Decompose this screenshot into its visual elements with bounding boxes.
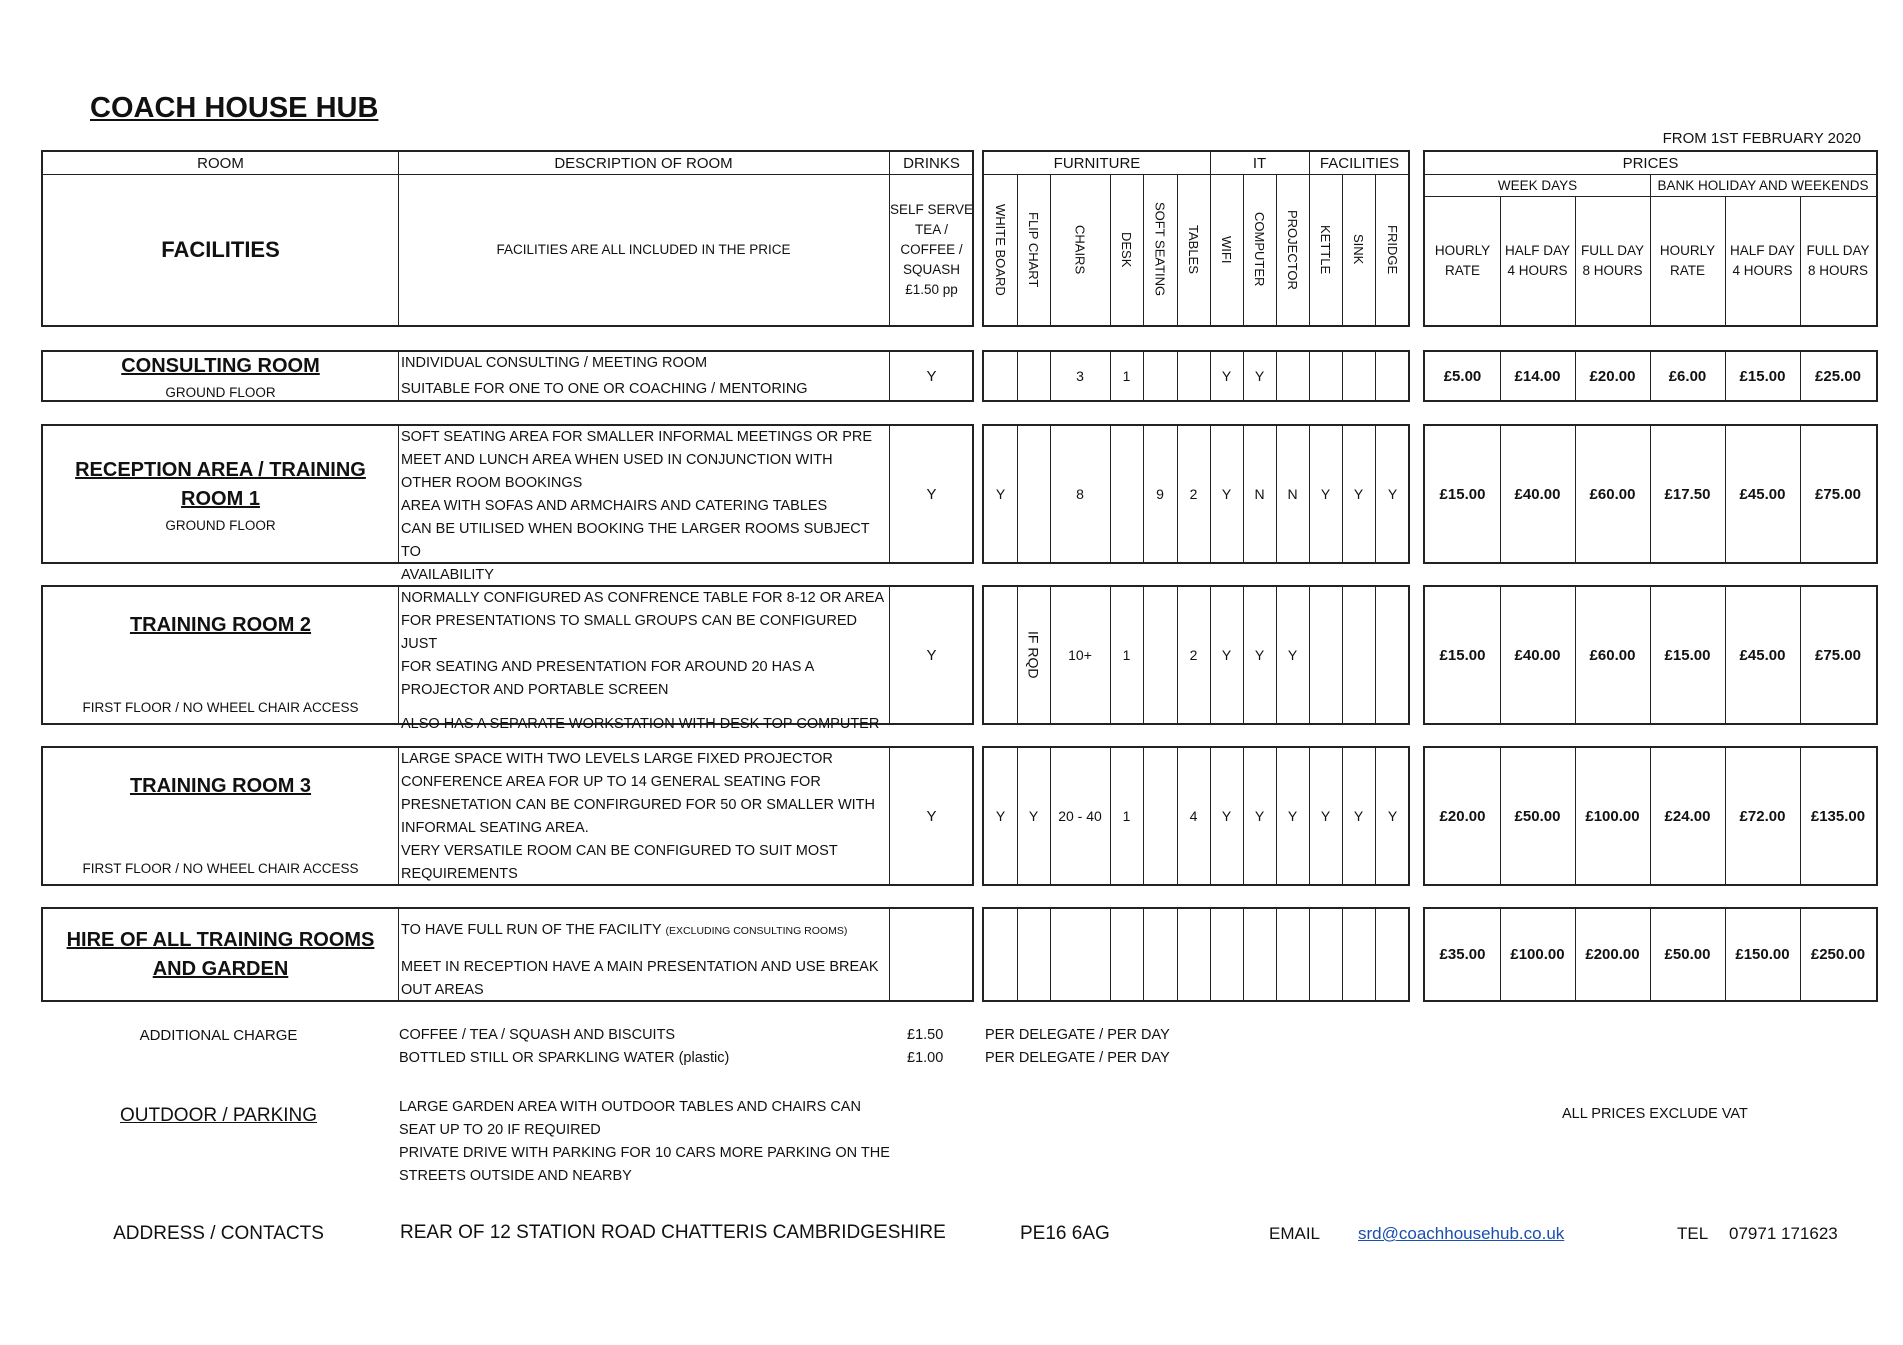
room-row-prices — [1423, 746, 1878, 886]
room-description-line: PROJECTOR AND PORTABLE SCREEN — [401, 682, 669, 698]
price-weekday-half-day: £100.00 — [1510, 946, 1565, 963]
header-facilities: FACILITIES — [1319, 154, 1400, 172]
cell-fridge — [1375, 909, 1410, 1000]
room-row-features — [982, 907, 1410, 1002]
cell-wifi — [1210, 909, 1243, 1000]
cell-fridge — [1375, 587, 1410, 723]
cell-wifi: Y — [1221, 368, 1232, 384]
cell-sink: Y — [1353, 808, 1364, 824]
room-row-left — [41, 424, 974, 583]
col-computer: COMPUTER — [1252, 212, 1267, 287]
cell-tables — [1177, 352, 1210, 400]
cell-computer: N — [1254, 486, 1265, 502]
address-contacts-label: ADDRESS / CONTACTS — [113, 1223, 324, 1244]
col-fridge: FRIDGE — [1385, 224, 1400, 275]
cell-flip-chart: Y — [1028, 808, 1039, 824]
cell-computer — [1243, 909, 1276, 1000]
room-description-line: OUT AREAS — [401, 982, 484, 998]
price-weekday-hourly: £15.00 — [1439, 485, 1486, 503]
room-description-line: INDIVIDUAL CONSULTING / MEETING ROOM — [401, 355, 708, 371]
room-name-cell — [43, 426, 398, 562]
header-description: DESCRIPTION OF ROOM — [554, 154, 733, 172]
price-weekday-full-day: £100.00 — [1585, 807, 1640, 825]
room-description-line: ALSO HAS A SEPARATE WORKSTATION WITH DESK TOP COMPUTER — [401, 716, 880, 732]
room-description-line: AREA WITH SOFAS AND ARMCHAIRS AND CATERING TABLES — [401, 498, 828, 514]
header-weekend-half-day: HALF DAY 4 HOURS — [1729, 242, 1795, 278]
room-description-line: SUITABLE FOR ONE TO ONE OR COACHING / MENTORING — [401, 381, 808, 397]
room-description-line: MEET AND LUNCH AREA WHEN USED IN CONJUNCTION WITH — [401, 452, 833, 468]
tel-label: TEL — [1677, 1224, 1709, 1243]
cell-sink — [1342, 587, 1375, 723]
additional-item-price: £1.50 — [907, 1027, 944, 1043]
room-description-line: TO HAVE FULL RUN OF THE FACILITY (EXCLUDING CONSULTING ROOMS) — [401, 922, 848, 938]
effective-date: FROM 1ST FEBRUARY 2020 — [1662, 130, 1861, 147]
price-weekday-half-day: £14.00 — [1514, 367, 1561, 385]
col-desk: DESK — [1119, 231, 1134, 268]
cell-desk — [1110, 909, 1143, 1000]
cell-chairs: 8 — [1076, 486, 1084, 502]
cell-wifi: Y — [1221, 647, 1232, 663]
room-row-prices — [1423, 585, 1878, 725]
additional-item-price: £1.00 — [907, 1050, 944, 1066]
cell-kettle — [1309, 909, 1342, 1000]
drinks-cell: Y — [926, 485, 937, 503]
price-weekday-half-day: £40.00 — [1514, 646, 1561, 664]
cell-tables: 2 — [1189, 486, 1198, 502]
cell-chairs — [1050, 909, 1110, 1000]
col-kettle: KETTLE — [1318, 224, 1333, 275]
price-weekend-full-day: £75.00 — [1815, 646, 1861, 664]
room-row-prices — [1423, 424, 1878, 564]
price-weekday-hourly: £15.00 — [1439, 646, 1486, 664]
additional-charge-label: ADDITIONAL CHARGE — [139, 1027, 298, 1044]
additional-item: BOTTLED STILL OR SPARKLING WATER (plastic) — [399, 1050, 730, 1066]
col-flip-chart: FLIP CHART — [1026, 211, 1041, 288]
price-weekend-half-day: £45.00 — [1739, 646, 1786, 664]
cell-kettle — [1309, 587, 1342, 723]
drinks-description: SELF SERVE TEA / COFFEE / SQUASH £1.50 pp — [889, 201, 974, 297]
cell-sink: Y — [1353, 486, 1364, 502]
postcode: PE16 6AG — [1020, 1223, 1110, 1244]
col-sink: SINK — [1351, 234, 1366, 265]
room-name: TRAINING ROOM 2 — [129, 614, 312, 636]
cell-soft-seating — [1143, 587, 1177, 723]
price-weekend-hourly: £24.00 — [1664, 807, 1711, 825]
price-weekday-hourly: £5.00 — [1443, 367, 1482, 385]
outdoor-parking-details: LARGE GARDEN AREA WITH OUTDOOR TABLES AND CHAIRS CAN SEAT UP TO 20 IF REQUIRED PRIVATE DRIVE WITH PARKING FOR 10 CARS MORE PARKING ON THE STREETS OUTSIDE AND NEARBY — [399, 1099, 890, 1184]
room-name: TRAINING ROOM 3 — [129, 775, 312, 797]
room-description-line: FOR PRESENTATIONS TO SMALL GROUPS CAN BE CONFIGURED JUST — [401, 613, 858, 652]
price-weekend-half-day: £15.00 — [1739, 367, 1786, 385]
room-floor: FIRST FLOOR / NO WHEEL CHAIR ACCESS — [82, 700, 359, 715]
cell-white-board: Y — [995, 486, 1006, 502]
price-weekend-half-day: £72.00 — [1739, 807, 1786, 825]
outdoor-parking-label: OUTDOOR / PARKING — [119, 1105, 318, 1126]
col-soft-seating: SOFT SEATING — [1152, 202, 1168, 297]
cell-fridge — [1375, 352, 1410, 400]
room-description-line: REQUIREMENTS — [401, 866, 518, 882]
col-wifi: WIFI — [1219, 235, 1234, 264]
price-weekend-half-day: £150.00 — [1735, 946, 1790, 963]
header-left-box — [41, 150, 974, 327]
room-description — [401, 426, 887, 587]
room-name: HIRE OF ALL TRAINING ROOMS AND GARDEN — [66, 928, 375, 980]
cell-soft-seating — [1143, 909, 1177, 1000]
drinks-cell — [889, 909, 974, 1000]
cell-soft-seating — [1143, 748, 1177, 884]
price-weekend-hourly: £6.00 — [1668, 367, 1707, 385]
drinks-cell: Y — [926, 367, 937, 385]
cell-desk — [1110, 426, 1143, 562]
header-weekday-full-day: FULL DAY 8 HOURS — [1580, 242, 1645, 278]
cell-soft-seating: 9 — [1156, 486, 1164, 502]
room-name: RECEPTION AREA / TRAINING ROOM 1 — [75, 458, 366, 510]
header-weekday-hourly: HOURLY RATE — [1434, 242, 1491, 278]
price-weekend-full-day: £135.00 — [1810, 807, 1866, 825]
cell-white-board: Y — [995, 808, 1006, 824]
price-weekend-full-day: £25.00 — [1815, 367, 1861, 385]
additional-item-unit: PER DELEGATE / PER DAY — [985, 1050, 1170, 1066]
cell-sink — [1342, 909, 1375, 1000]
col-tables: TABLES — [1186, 225, 1201, 274]
room-name-cell — [43, 909, 398, 1000]
room-row-left — [41, 585, 974, 732]
header-room: ROOM — [197, 154, 244, 172]
price-weekday-half-day: £50.00 — [1514, 807, 1561, 825]
header-middle-box — [982, 150, 1410, 327]
cell-desk: 1 — [1122, 647, 1131, 663]
room-description-line: LARGE SPACE WITH TWO LEVELS LARGE FIXED PROJECTOR — [401, 751, 833, 767]
cell-computer: Y — [1254, 808, 1265, 824]
cell-flip-chart — [1017, 352, 1050, 400]
room-row-features — [982, 746, 1410, 886]
price-weekday-hourly: £20.00 — [1439, 807, 1486, 825]
room-description-line: FOR SEATING AND PRESENTATION FOR AROUND 20 HAS A — [401, 659, 815, 675]
header-drinks: DRINKS — [903, 154, 960, 172]
room-description-line: CAN BE UTILISED WHEN BOOKING THE LARGER ROOMS SUBJECT TO — [401, 521, 870, 560]
address: REAR OF 12 STATION ROAD CHATTERIS CAMBRIDGESHIRE — [400, 1222, 946, 1243]
cell-sink — [1342, 352, 1375, 400]
room-row-left — [41, 907, 974, 1002]
room-description-line: CONFERENCE AREA FOR UP TO 14 GENERAL SEATING FOR — [401, 774, 821, 790]
cell-white-board — [984, 352, 1017, 400]
cell-fridge: Y — [1387, 808, 1398, 824]
cell-chairs: 3 — [1076, 368, 1084, 384]
vat-note: ALL PRICES EXCLUDE VAT — [1562, 1106, 1748, 1122]
tel-number: 07971 171623 — [1729, 1224, 1838, 1243]
room-floor: GROUND FLOOR — [165, 385, 276, 400]
facilities-description: FACILITIES ARE ALL INCLUDED IN THE PRICE — [496, 242, 791, 257]
price-weekday-hourly: £35.00 — [1439, 946, 1486, 963]
col-white-board: WHITE BOARD — [993, 203, 1008, 296]
additional-item: COFFEE / TEA / SQUASH AND BISCUITS — [399, 1027, 676, 1043]
header-bank-holiday: BANK HOLIDAY AND WEEKENDS — [1657, 177, 1869, 193]
header-weekend-full-day: FULL DAY 8 HOURS — [1806, 242, 1870, 278]
price-weekend-half-day: £45.00 — [1739, 485, 1786, 503]
cell-flip-chart — [1017, 909, 1050, 1000]
room-description-line: SOFT SEATING AREA FOR SMALLER INFORMAL MEETINGS OR PRE — [401, 429, 873, 445]
room-row-left — [41, 746, 974, 886]
cell-projector — [1276, 352, 1309, 400]
drinks-cell: Y — [926, 807, 937, 825]
room-row-features — [982, 424, 1410, 564]
header-prices: PRICES — [1622, 154, 1679, 172]
email-link[interactable]: srd@coachhousehub.co.uk — [1358, 1224, 1565, 1243]
header-weekend-hourly: HOURLY RATE — [1659, 242, 1716, 278]
room-description — [401, 587, 887, 736]
cell-soft-seating — [1143, 352, 1177, 400]
price-weekday-full-day: £200.00 — [1585, 946, 1640, 963]
cell-white-board — [984, 587, 1017, 723]
header-weekday-half-day: HALF DAY 4 HOURS — [1504, 242, 1570, 278]
cell-wifi: Y — [1221, 808, 1232, 824]
price-weekday-full-day: £60.00 — [1589, 485, 1636, 503]
col-chairs: CHAIRS — [1072, 224, 1088, 275]
cell-projector — [1276, 909, 1309, 1000]
cell-fridge: Y — [1387, 486, 1398, 502]
cell-flip-chart: IF RQD — [1025, 631, 1042, 679]
header-it: IT — [1252, 154, 1267, 172]
room-row-left — [41, 350, 974, 402]
col-projector: PROJECTOR — [1285, 209, 1300, 290]
room-description-line: MEET IN RECEPTION HAVE A MAIN PRESENTATION AND USE BREAK — [401, 959, 879, 975]
cell-kettle: Y — [1320, 486, 1331, 502]
cell-tables: 2 — [1189, 647, 1198, 663]
cell-flip-chart — [1017, 426, 1050, 562]
room-description-line: INFORMAL SEATING AREA. — [401, 820, 589, 836]
room-description-line: NORMALLY CONFIGURED AS CONFRENCE TABLE FOR 8-12 OR AREA — [401, 590, 885, 606]
price-weekend-hourly: £17.50 — [1664, 485, 1711, 503]
drinks-cell: Y — [926, 646, 937, 664]
header-prices-box — [1423, 150, 1878, 327]
cell-desk: 1 — [1122, 808, 1131, 824]
room-description-line: VERY VERSATILE ROOM CAN BE CONFIGURED TO SUIT MOST — [401, 843, 838, 859]
room-row-features — [982, 585, 1410, 725]
cell-tables — [1177, 909, 1210, 1000]
price-weekday-full-day: £20.00 — [1589, 367, 1636, 385]
cell-desk: 1 — [1122, 368, 1131, 384]
room-description — [401, 919, 887, 1002]
price-weekday-half-day: £40.00 — [1514, 485, 1561, 503]
header-furniture: FURNITURE — [1053, 154, 1141, 172]
cell-chairs: 20 - 40 — [1058, 808, 1102, 824]
cell-chairs: 10+ — [1068, 647, 1092, 663]
page-title: COACH HOUSE HUB — [90, 92, 379, 124]
room-row-prices — [1423, 907, 1878, 1002]
cell-wifi: Y — [1221, 486, 1232, 502]
cell-projector: N — [1287, 486, 1298, 502]
room-floor: GROUND FLOOR — [165, 517, 276, 533]
room-description-line: OTHER ROOM BOOKINGS — [401, 475, 583, 491]
room-name-cell — [43, 352, 398, 400]
price-weekend-hourly: £50.00 — [1664, 946, 1711, 963]
cell-computer: Y — [1254, 368, 1265, 384]
room-name: CONSULTING ROOM — [121, 355, 320, 377]
cell-kettle — [1309, 352, 1342, 400]
room-description — [401, 748, 887, 886]
additional-item-unit: PER DELEGATE / PER DAY — [985, 1027, 1170, 1043]
room-name-cell — [43, 587, 398, 723]
room-description-line: PRESNETATION CAN BE CONFIRGURED FOR 50 OR SMALLER WITH — [401, 797, 875, 813]
header-week-days: WEEK DAYS — [1497, 177, 1578, 193]
cell-projector: Y — [1287, 647, 1298, 663]
price-weekend-full-day: £250.00 — [1810, 946, 1866, 963]
room-description-line: AVAILABILITY — [401, 567, 494, 583]
room-description — [401, 352, 887, 401]
email-label: EMAIL — [1269, 1224, 1321, 1243]
room-row-prices — [1423, 350, 1878, 402]
cell-computer: Y — [1254, 647, 1265, 663]
room-row-features — [982, 350, 1410, 402]
room-name-cell — [43, 748, 398, 884]
cell-kettle: Y — [1320, 808, 1331, 824]
price-weekend-hourly: £15.00 — [1664, 646, 1711, 664]
cell-projector: Y — [1287, 808, 1298, 824]
room-floor: FIRST FLOOR / NO WHEEL CHAIR ACCESS — [82, 861, 359, 876]
cell-tables: 4 — [1189, 808, 1198, 824]
price-weekend-full-day: £75.00 — [1815, 485, 1861, 503]
facilities-heading: FACILITIES — [161, 236, 280, 262]
cell-white-board — [984, 909, 1017, 1000]
price-weekday-full-day: £60.00 — [1589, 646, 1636, 664]
